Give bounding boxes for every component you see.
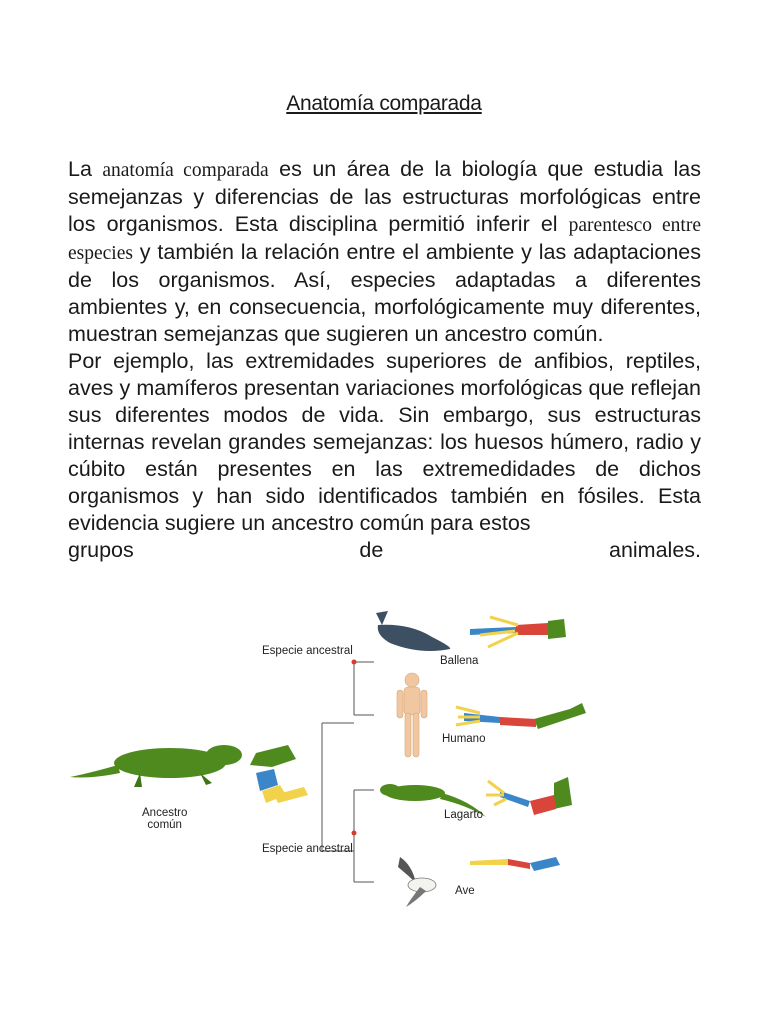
label-lizard: Lagarto [444,809,484,821]
comparative-anatomy-figure [60,595,600,915]
human-image [397,673,427,757]
ancestor-forelimb [250,745,308,803]
label-ancestral-top: Especie ancestral [262,645,353,657]
p2-text: Por ejemplo, las extremidades superiores de anfibios, reptiles, aves y mamíferos presentan variaciones morfológicas que reflejan sus diferentes modos de vida. Sin embargo, sus estructuras internas revelan grandes semejanzas: los huesos húmero, radio y cúbito están presentes en las extremedidades de dichos organismos y han sido identificados también en fósiles. Esta evidencia sugiere un ancestro común para estos [68,349,701,535]
p2-word: de [359,538,384,562]
common-ancestor-image [70,745,242,787]
p1-text: La [68,157,103,181]
ancestral-node-top [352,660,357,665]
bird-forelimb [470,857,560,871]
bird-image [398,857,436,907]
label-whale: Ballena [440,655,479,667]
label-human: Humano [442,733,486,745]
paragraph-1 [68,156,701,348]
label-ancestral-bottom: Especie ancestral [262,843,353,855]
p1-text: es un área de la biología que estudia las semejanzas y diferencias de las estructuras morfológicas entre los organismos. Esta disciplina permitió inferir el [68,157,702,236]
whale-image [376,611,450,651]
label-bird: Ave [455,885,475,897]
label-ancestor [142,807,187,831]
body-text [68,156,701,564]
whale-forelimb [470,617,566,647]
paragraph-2 [68,348,701,537]
p2-word: grupos [68,538,134,562]
p2-word: animales. [608,538,701,562]
term-anatomia-comparada[interactable]: anatomía comparada [102,160,269,181]
ancestral-node-bottom [352,831,357,836]
human-forelimb [456,703,586,729]
term-parentesco[interactable]: parentesco entre especies [68,215,701,264]
page-title: Anatomía comparada [286,92,482,115]
lizard-forelimb [486,777,572,815]
phylogeny-diagram [60,595,600,915]
label-ancestor-line1: Ancestro [142,807,188,819]
paragraph-2-last-line [68,537,701,564]
label-ancestor-line2: común [147,819,182,831]
p1-text: y también la relación entre el ambiente y las adaptaciones de los organismos. Así, especies adaptadas a diferentes ambientes y, en consecuencia, morfológicamente muy diferentes, muestran semejanzas que sugieren un ancestro común. [68,240,701,346]
